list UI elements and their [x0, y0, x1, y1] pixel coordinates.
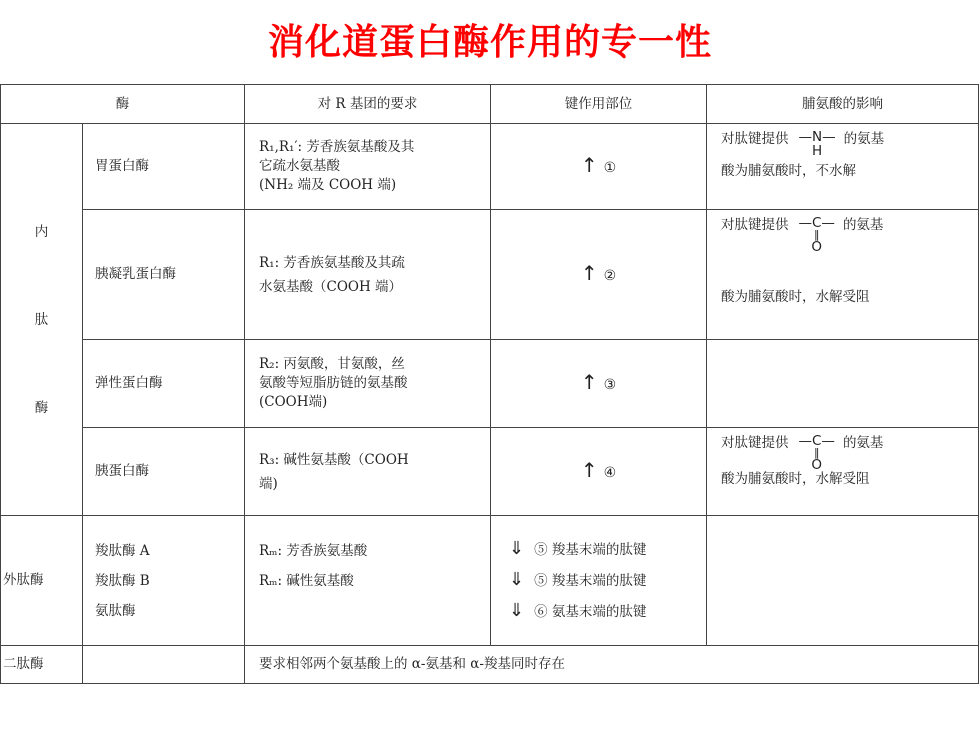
- proline-prefix: 对肽键提供: [721, 217, 789, 233]
- proline-prefix: 对肽键提供: [721, 435, 789, 451]
- r-requirement: [245, 210, 491, 340]
- enzyme-specificity-table: [0, 84, 979, 684]
- req-line: R₂: 丙氨酸，甘氨酸，丝: [259, 356, 405, 372]
- req-line: (NH₂ 端及 COOH 端): [259, 177, 397, 193]
- site-text: ⑤ 羧基末端的肽键: [534, 573, 647, 589]
- req-line: R₁: 芳香族氨基酸及其疏: [259, 254, 405, 271]
- proline-effect-empty: [707, 340, 979, 428]
- enzyme-name: 羧肽酶 A: [95, 542, 150, 559]
- bond-site-line: [509, 565, 706, 596]
- group-bottom: O: [811, 239, 823, 255]
- page-title: 消化道蛋白酶作用的专一性: [267, 22, 712, 63]
- req-line: 端): [259, 475, 278, 492]
- r-requirement: [245, 124, 491, 210]
- bond-site: [491, 428, 707, 516]
- dipeptidase-enzyme-empty: [83, 646, 245, 684]
- enzyme-name: 羧肽酶 B: [95, 572, 150, 589]
- enzyme-name: 胃蛋白酶: [83, 124, 245, 210]
- req-line: Rₘ: 碱性氨基酸: [259, 572, 354, 589]
- proline-suffix: 的氨基: [842, 217, 884, 233]
- req-line: R₁,R₁′: 芳香族氨基酸及其: [259, 139, 415, 155]
- proline-prefix: 对肽键提供: [721, 131, 789, 147]
- group-bottom: O: [811, 457, 823, 473]
- double-bond: ‖: [813, 228, 820, 241]
- bond-site: [491, 340, 707, 428]
- enzyme-name: 氨肽酶: [95, 602, 136, 619]
- header-bond-site: 键作用部位: [491, 85, 707, 124]
- endo-char-2: 肽: [34, 311, 49, 328]
- carbonyl-group: [799, 434, 835, 472]
- exo-requirements: [245, 516, 491, 646]
- group-top: —C—: [798, 433, 835, 449]
- proline-line2: 酸为脯氨酸时，不水解: [721, 163, 856, 179]
- req-line: 氨酸等短脂肪链的氨基酸: [259, 375, 408, 391]
- double-down-arrow-icon: ⇓: [509, 538, 525, 559]
- req-line: [259, 596, 482, 626]
- table-row: [1, 516, 979, 646]
- up-arrow-icon: ↑: [580, 369, 598, 394]
- site-number: ③: [603, 376, 617, 393]
- carbonyl-group: [799, 216, 835, 254]
- double-down-arrow-icon: ⇓: [509, 569, 525, 590]
- table-row: [1, 340, 979, 428]
- proline-line2: 酸为脯氨酸时，水解受阻: [721, 289, 870, 305]
- table-row: [1, 124, 979, 210]
- bond-site: [491, 124, 707, 210]
- header-enzyme: 酶: [1, 85, 245, 124]
- enzyme-name: 弹性蛋白酶: [83, 340, 245, 428]
- proline-line2: 酸为脯氨酸时，水解受阻: [721, 471, 870, 487]
- group-bottom: H: [811, 143, 823, 159]
- proline-suffix: 的氨基: [842, 435, 884, 451]
- bond-site-line: [509, 534, 706, 565]
- bond-site: [491, 210, 707, 340]
- group-top: —C—: [798, 215, 835, 231]
- group-top: —N—: [798, 129, 836, 145]
- enzyme-name: 胰凝乳蛋白酶: [83, 210, 245, 340]
- site-text: ⑤ 羧基末端的肽键: [534, 542, 647, 558]
- proline-suffix: 的氨基: [843, 131, 885, 147]
- table-row: [1, 428, 979, 516]
- proline-effect: [707, 124, 979, 210]
- req-line: R₃: 碱性氨基酸（COOH: [259, 451, 409, 468]
- exo-enzymes: [83, 516, 245, 646]
- enzyme-name: 胰蛋白酶: [83, 428, 245, 516]
- double-down-arrow-icon: ⇓: [509, 600, 525, 621]
- up-arrow-icon: ↑: [580, 152, 598, 177]
- bond-site-line: [509, 596, 706, 627]
- endo-char-1: 内: [34, 223, 49, 240]
- endo-char-3: 酶: [34, 399, 49, 416]
- site-number: ①: [603, 159, 617, 176]
- amide-nh-group: [799, 130, 836, 158]
- r-requirement: [245, 428, 491, 516]
- r-requirement: [245, 340, 491, 428]
- endopeptidase-label: [1, 124, 83, 516]
- proline-effect: [707, 428, 979, 516]
- dipeptidase-label: 二肽酶: [1, 646, 83, 684]
- dipeptidase-requirement: 要求相邻两个氨基酸上的 α-氨基和 α-羧基同时存在: [245, 646, 979, 684]
- double-bond: ‖: [813, 446, 820, 459]
- header-row: [1, 85, 979, 124]
- up-arrow-icon: ↑: [580, 260, 598, 285]
- req-line: Rₘ: 芳香族氨基酸: [259, 542, 368, 559]
- exopeptidase-label: 外肽酶: [1, 516, 83, 646]
- header-proline: 脯氨酸的影响: [707, 85, 979, 124]
- exo-bond-sites: [491, 516, 707, 646]
- proline-effect-empty: [707, 516, 979, 646]
- req-line: (COOH端): [259, 394, 328, 410]
- site-number: ②: [603, 267, 617, 284]
- req-line: 它疏水氨基酸: [259, 158, 340, 174]
- up-arrow-icon: ↑: [580, 457, 598, 482]
- proline-effect: [707, 210, 979, 340]
- table-row: [1, 646, 979, 684]
- site-number: ④: [603, 464, 617, 481]
- table-row: [1, 210, 979, 340]
- site-text: ⑥ 氨基末端的肽键: [534, 604, 647, 620]
- header-r-group: 对 R 基团的要求: [245, 85, 491, 124]
- req-line: 水氨基酸（COOH 端）: [259, 278, 403, 295]
